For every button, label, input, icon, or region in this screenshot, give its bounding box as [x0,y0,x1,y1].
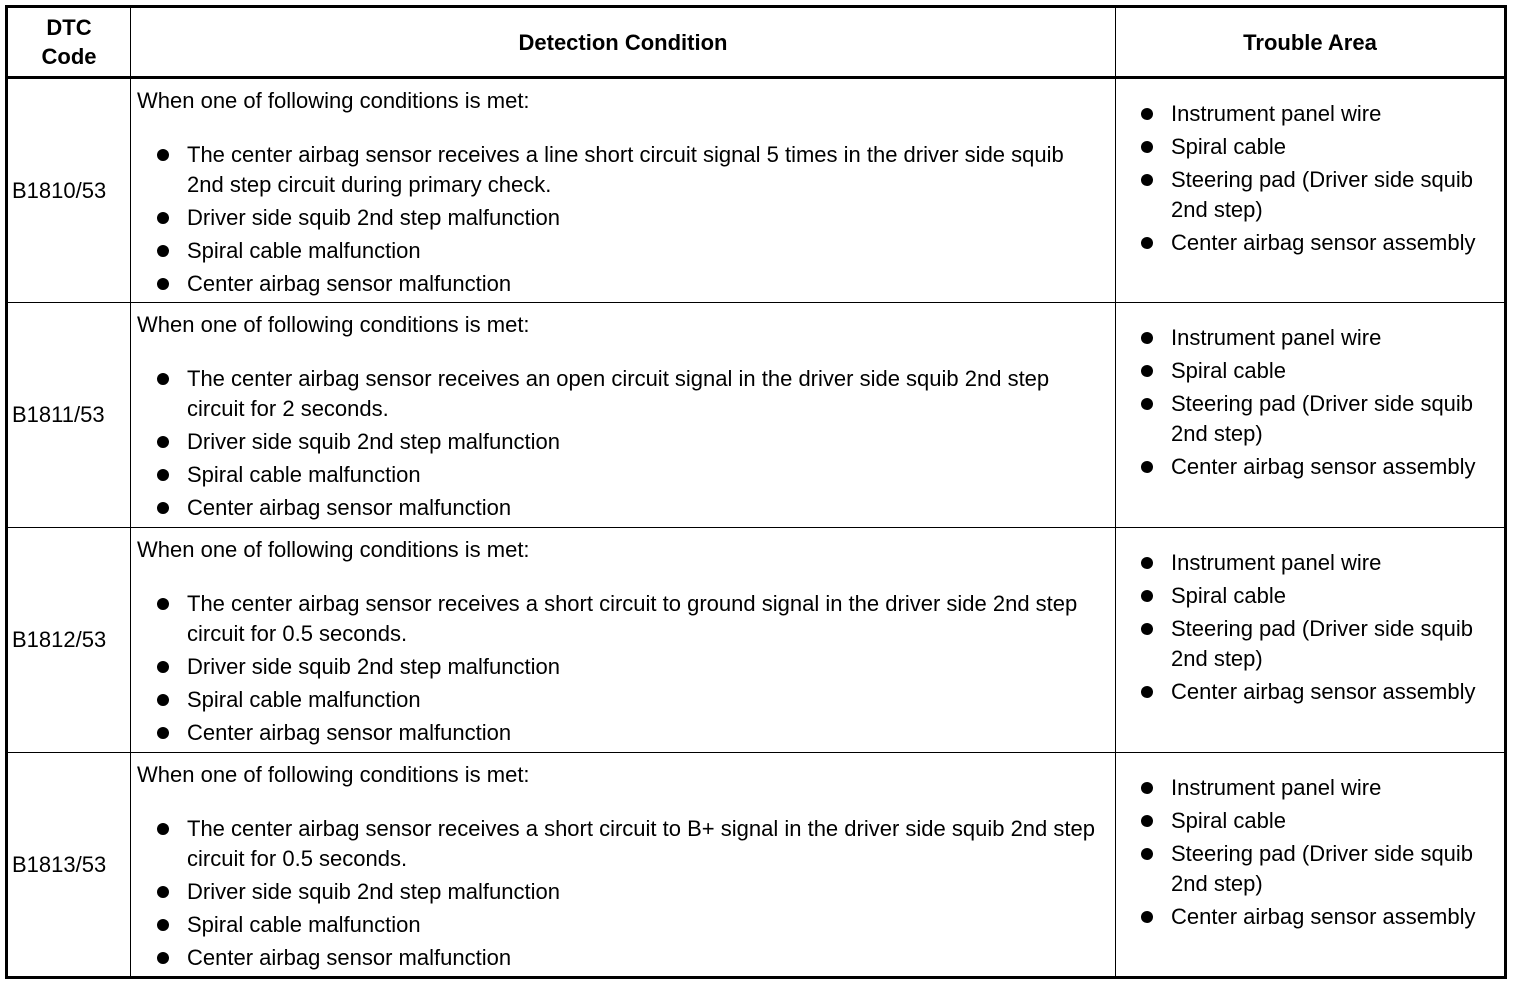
condition-text: The center airbag sensor receives an open circuit signal in the driver side squib 2nd step circuit for 2 seconds. [187,366,1050,421]
trouble-area-list [1116,548,1496,707]
trouble-area-item [1116,839,1496,899]
bullet-icon [157,373,169,385]
trouble-area-item [1116,356,1496,386]
dtc-code-cell [7,753,131,978]
bullet-icon [157,727,169,739]
table-body [7,78,1506,978]
trouble-area-item [1116,548,1496,578]
condition-list [137,140,1105,299]
bullet-icon [1141,815,1153,827]
bullet-icon [1141,108,1153,120]
trouble-area-text: Center airbag sensor assembly [1171,679,1476,704]
condition-item [137,364,1105,424]
table-row [7,753,1506,978]
header-row [7,7,1506,78]
dtc-code: B1811/53 [12,402,105,427]
condition-intro: When one of following conditions is met: [137,88,530,113]
bullet-icon [157,886,169,898]
dtc-table [5,5,1507,979]
header-trouble-area: Trouble Area [1116,7,1506,78]
trouble-area-list [1116,99,1496,258]
condition-item [137,943,1105,973]
bullet-icon [157,436,169,448]
trouble-area-cell [1116,528,1506,753]
bullet-icon [157,502,169,514]
condition-item [137,685,1105,715]
condition-text: Spiral cable malfunction [187,912,421,937]
condition-list [137,589,1105,748]
trouble-area-item [1116,614,1496,674]
bullet-icon [157,278,169,290]
trouble-area-text: Instrument panel wire [1171,775,1382,800]
trouble-area-text: Center airbag sensor assembly [1171,454,1476,479]
condition-text: Driver side squib 2nd step malfunction [187,429,560,454]
condition-item [137,427,1105,457]
bullet-icon [1141,848,1153,860]
trouble-area-text: Spiral cable [1171,358,1286,383]
condition-intro: When one of following conditions is met: [137,537,530,562]
trouble-area-item [1116,228,1496,258]
condition-text: The center airbag sensor receives a short circuit to ground signal in the driver side 2nd step circuit for 0.5 seconds. [187,591,1078,646]
trouble-area-item [1116,581,1496,611]
bullet-icon [1141,557,1153,569]
trouble-area-text: Steering pad (Driver side squib 2nd step) [1171,167,1474,222]
condition-list [137,364,1105,523]
trouble-area-list [1116,773,1496,932]
condition-text: Driver side squib 2nd step malfunction [187,205,560,230]
trouble-area-text: Spiral cable [1171,583,1286,608]
trouble-area-text: Spiral cable [1171,134,1286,159]
bullet-icon [1141,332,1153,344]
condition-item [137,718,1105,748]
condition-item [137,493,1105,523]
bullet-icon [157,919,169,931]
table-row [7,78,1506,303]
dtc-code-cell [7,528,131,753]
bullet-icon [157,149,169,161]
bullet-icon [157,823,169,835]
trouble-area-item [1116,165,1496,225]
condition-text: Driver side squib 2nd step malfunction [187,879,560,904]
condition-text: Center airbag sensor malfunction [187,720,512,745]
bullet-icon [157,212,169,224]
bullet-icon [1141,782,1153,794]
trouble-area-item [1116,323,1496,353]
condition-item [137,269,1105,299]
bullet-icon [157,245,169,257]
condition-list [137,814,1105,973]
dtc-code-cell [7,78,131,303]
trouble-area-text: Steering pad (Driver side squib 2nd step) [1171,391,1474,446]
condition-item [137,236,1105,266]
trouble-area-text: Instrument panel wire [1171,325,1382,350]
condition-item [137,140,1105,200]
condition-item [137,877,1105,907]
condition-item [137,814,1105,874]
table-header [7,7,1506,78]
detection-condition-cell [131,528,1116,753]
detection-condition-cell [131,303,1116,528]
condition-item [137,589,1105,649]
trouble-area-item [1116,902,1496,932]
condition-text: The center airbag sensor receives a short circuit to B+ signal in the driver side squib 2nd step circuit for 0.5 seconds. [187,816,1095,871]
condition-intro: When one of following conditions is met: [137,762,530,787]
bullet-icon [157,661,169,673]
trouble-area-text: Instrument panel wire [1171,101,1382,126]
condition-text: Center airbag sensor malfunction [187,495,512,520]
condition-item [137,203,1105,233]
trouble-area-text: Steering pad (Driver side squib 2nd step) [1171,841,1474,896]
bullet-icon [157,469,169,481]
bullet-icon [1141,590,1153,602]
bullet-icon [1141,365,1153,377]
condition-text: Center airbag sensor malfunction [187,271,512,296]
trouble-area-item [1116,452,1496,482]
condition-item [137,910,1105,940]
condition-text: The center airbag sensor receives a line short circuit signal 5 times in the driver side squib 2nd step circuit during primary check. [187,142,1064,197]
bullet-icon [157,952,169,964]
bullet-icon [157,694,169,706]
trouble-area-text: Center airbag sensor assembly [1171,230,1476,255]
trouble-area-text: Spiral cable [1171,808,1286,833]
dtc-code: B1812/53 [12,627,107,652]
bullet-icon [1141,623,1153,635]
dtc-code: B1810/53 [12,177,107,203]
trouble-area-item [1116,806,1496,836]
trouble-area-text: Center airbag sensor assembly [1171,904,1476,929]
bullet-icon [1141,911,1153,923]
bullet-icon [1141,461,1153,473]
bullet-icon [1141,686,1153,698]
trouble-area-cell [1116,753,1506,978]
condition-text: Center airbag sensor malfunction [187,945,512,970]
detection-condition-cell [131,78,1116,303]
trouble-area-cell [1116,303,1506,528]
dtc-code: B1813/53 [12,851,107,877]
trouble-area-item [1116,773,1496,803]
condition-intro: When one of following conditions is met: [137,312,530,337]
trouble-area-text: Instrument panel wire [1171,550,1382,575]
trouble-area-item [1116,132,1496,162]
dtc-code-cell [7,303,131,528]
trouble-area-item [1116,389,1496,449]
table-row [7,528,1506,753]
trouble-area-item [1116,677,1496,707]
trouble-area-text: Steering pad (Driver side squib 2nd step) [1171,616,1474,671]
condition-item [137,460,1105,490]
condition-text: Spiral cable malfunction [187,238,421,263]
condition-text: Spiral cable malfunction [187,462,421,487]
header-detection-condition: Detection Condition [131,7,1116,78]
bullet-icon [1141,174,1153,186]
bullet-icon [1141,398,1153,410]
trouble-area-cell [1116,78,1506,303]
header-dtc-code: DTC Code [7,7,131,78]
condition-item [137,652,1105,682]
trouble-area-item [1116,99,1496,129]
detection-condition-cell [131,753,1116,978]
bullet-icon [1141,141,1153,153]
trouble-area-list [1116,323,1496,482]
condition-text: Spiral cable malfunction [187,687,421,712]
condition-text: Driver side squib 2nd step malfunction [187,654,560,679]
table-row [7,303,1506,528]
bullet-icon [1141,237,1153,249]
bullet-icon [157,598,169,610]
